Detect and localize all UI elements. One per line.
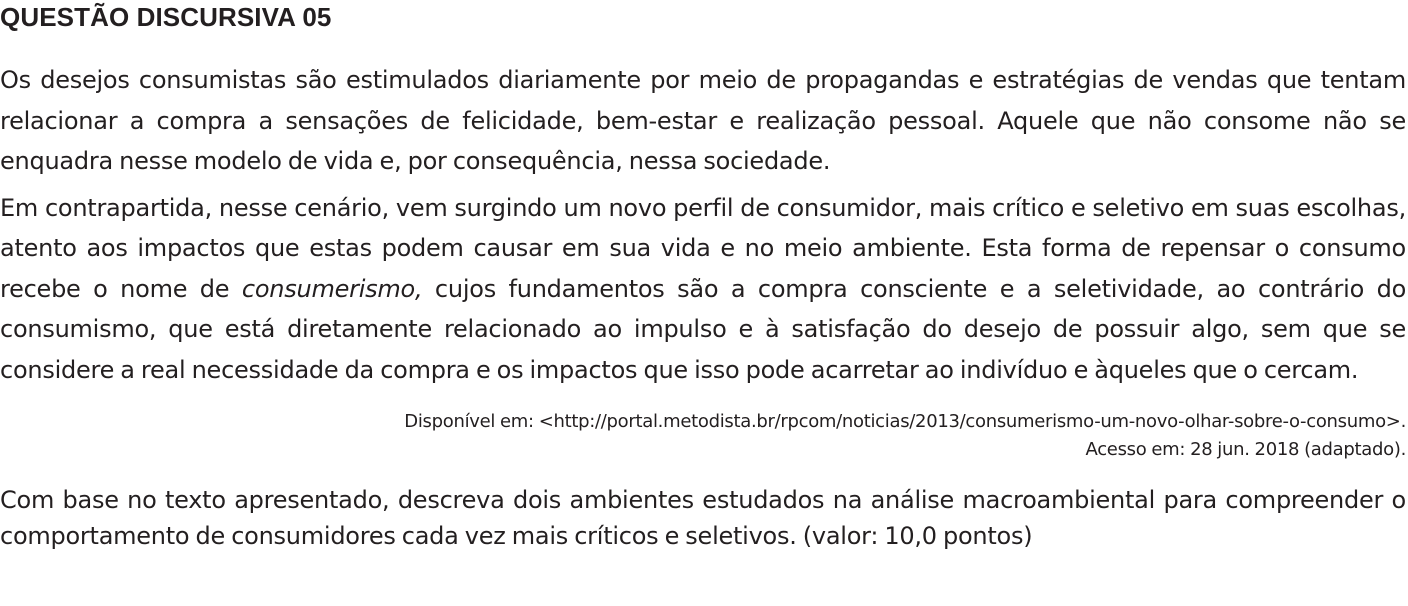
question-title: QUESTÃO DISCURSIVA 05 [0, 2, 332, 32]
paragraph-consumerism-text-after: cujos fundamentos são a compra consciente e a seletividade, ao contrário do consumismo, que está diretamente relacionado ao impulso e à satisfação do desejo de possuir algo, sem que se considere a real necessidade da compra e os impactos que isso pode acarretar ao indivíduo e àqueles que o cercam. [0, 274, 1407, 384]
question-prompt: Com base no texto apresentado, descreva dois ambientes estudados na análise macroambiental para compreender o comportamento de consumidores cada vez mais críticos e seletivos. (valor: 10,0 pontos) [0, 486, 1406, 550]
paragraph-consumerism [0, 188, 1406, 391]
paragraph-consumerism-text-before: Em contrapartida, nesse cenário, vem surgindo um novo perfil de consumidor, mais crítico e seletivo em suas escolhas, atento aos impactos que estas podem causar em sua vida e no meio ambiente. Esta forma de repensar o consumo recebe o nome de [0, 193, 1406, 303]
source-citation [0, 408, 1406, 464]
source-access-date: Acesso em: 28 jun. 2018 (adaptado). [1085, 439, 1406, 460]
source-url-line: Disponível em: <http://portal.metodista.br/rpcom/noticias/2013/consumerismo-um-novo-olhar-sobre-o-consumo>. [404, 411, 1406, 432]
consumerism-term: consumerismo, [241, 274, 423, 303]
paragraph-consumism: Os desejos consumistas são estimulados diariamente por meio de propagandas e estratégias de vendas que tentam relacionar a compra a sensações de felicidade, bem-estar e realização pessoal. Aquele que não consome não se enquadra nesse modelo de vida e, por consequência, nessa sociedade. [0, 66, 1406, 175]
